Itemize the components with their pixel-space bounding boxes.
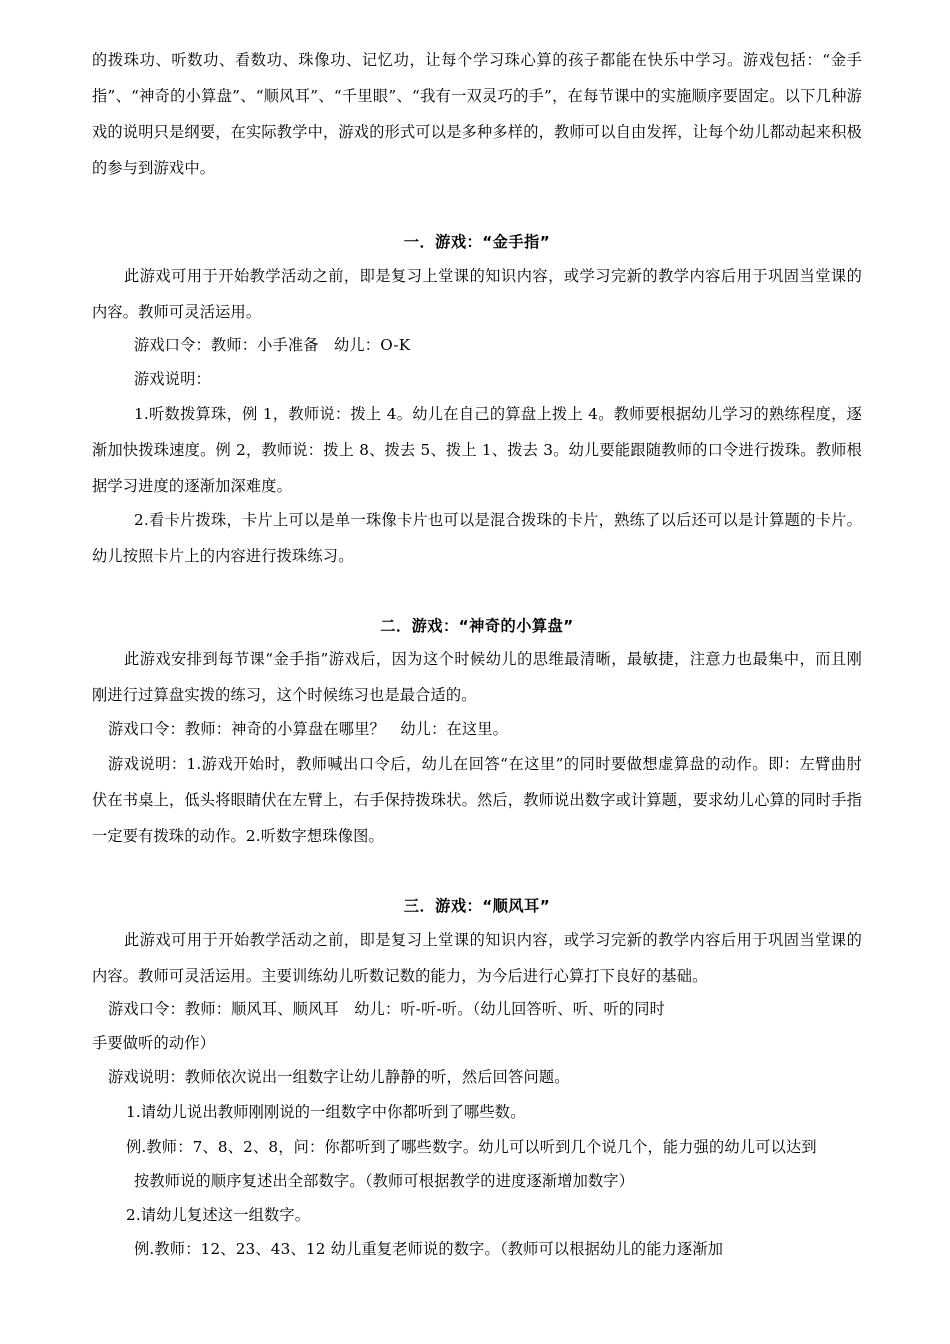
section-1-desc-label: 游戏说明： <box>134 370 211 388</box>
section-3-heading: 三．游戏：“顺风耳” <box>403 897 551 915</box>
section-1-paragraph: 此游戏可用于开始教学活动之前，即是复习上堂课的知识内容，或学习完新的教学内容后用于巩固当堂课的内容。教师可灵活运用。 <box>92 267 862 321</box>
section-3-command-line-1: 游戏口令：教师：顺风耳、顺风耳 幼儿：听-听-听。（幼儿回答听、听、听的同时 <box>108 1000 666 1018</box>
section-1-item-1: 1.听数拨算珠，例 1，教师说：拨上 4。幼儿在自己的算盘上拨上 4。教师要根据幼儿学习的熟练程度，逐渐加快拨珠速度。例 2，教师说：拨上 8、拨去 5、拨上 1、拨去 3。幼儿要能跟随教师的口令进行拨珠。教师根据学习进度的逐渐加深难度。 <box>92 405 862 495</box>
section-3-example-1b: 按教师说的顺序复述出全部数字。（教师可根据教学的进度逐渐增加数字） <box>134 1172 635 1190</box>
intro-paragraph: 的拨珠功、听数功、看数功、珠像功、记忆功，让每个学习珠心算的孩子都能在快乐中学习。游戏包括：“金手指”、“神奇的小算盘”、“顺风耳”、“千里眼”、“我有一双灵巧的手”，在每节课中的实施顺序要固定。以下几种游戏的说明只是纲要，在实际教学中，游戏的形式可以是多种多样的，教师可以自由发挥，让每个幼儿都动起来积极的参与到游戏中。 <box>92 51 862 177</box>
section-2-command: 游戏口令：教师：神奇的小算盘在哪里？ 幼儿：在这里。 <box>108 720 509 738</box>
section-1-command: 游戏口令：教师：小手准备 幼儿：O-K <box>134 336 411 354</box>
section-2-heading: 二．游戏：“神奇的小算盘” <box>380 617 574 635</box>
section-3-item-1: 1.请幼儿说出教师刚刚说的一组数字中你都听到了哪些数。 <box>126 1103 526 1121</box>
section-2-paragraph: 此游戏安排到每节课“金手指”游戏后，因为这个时候幼儿的思维最清晰，最敏捷，注意力也最集中，而且刚刚进行过算盘实拨的练习，这个时候练习也是最合适的。 <box>92 650 862 704</box>
section-3-paragraph: 此游戏可用于开始教学活动之前，即是复习上堂课的知识内容，或学习完新的教学内容后用于巩固当堂课的内容。教师可灵活运用。主要训练幼儿听数记数的能力，为今后进行心算打下良好的基础。 <box>92 931 862 985</box>
section-1-heading: 一．游戏：“金手指” <box>403 233 551 251</box>
section-3-example-2: 例.教师：12、23、43、12 幼儿重复老师说的数字。（教师可以根据幼儿的能力逐渐加 <box>134 1240 724 1258</box>
section-3-desc: 游戏说明：教师依次说出一组数字让幼儿静静的听，然后回答问题。 <box>108 1068 570 1086</box>
section-2-desc: 游戏说明：1.游戏开始时，教师喊出口令后，幼儿在回答“在这里”的同时要做想虚算盘的动作。即：左臂曲肘伏在书桌上，低头将眼睛伏在左臂上，右手保持拨珠状。然后，教师说出数字或计算题，要求幼儿心算的同时手指一定要有拨珠的动作。2.听数字想珠像图。 <box>92 755 862 845</box>
section-1-item-2: 2.看卡片拨珠，卡片上可以是单一珠像卡片也可以是混合拨珠的卡片，熟练了以后还可以是计算题的卡片。幼儿按照卡片上的内容进行拨珠练习。 <box>92 511 862 565</box>
section-3-command-line-2: 手要做听的动作） <box>92 1034 216 1052</box>
section-3-example-1a: 例.教师：7、8、2、8，问：你都听到了哪些数字。幼儿可以听到几个说几个，能力强的幼儿可以达到 <box>126 1138 817 1156</box>
section-3-item-2: 2.请幼儿复述这一组数字。 <box>126 1206 311 1224</box>
